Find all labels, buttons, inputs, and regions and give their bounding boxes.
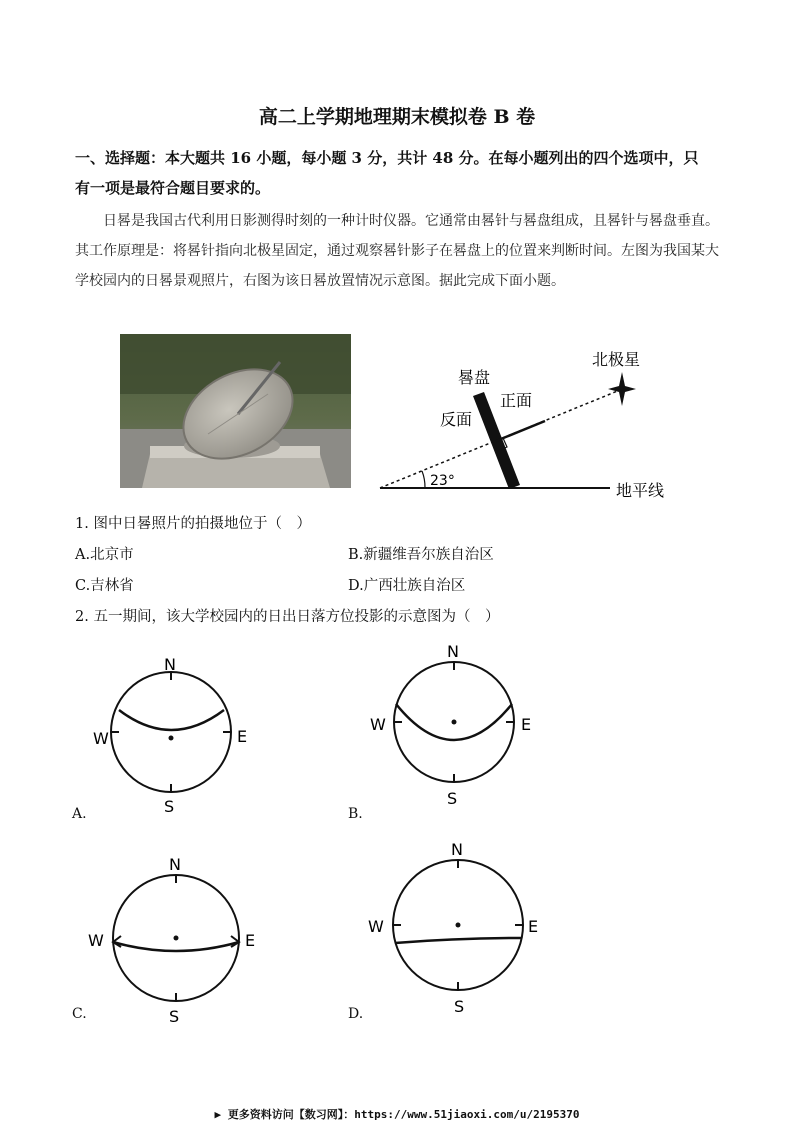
figure-a <box>88 650 268 825</box>
label-front: 正面 <box>500 391 533 410</box>
figure-b <box>368 640 548 815</box>
east-label: E <box>528 917 539 936</box>
footer-link[interactable]: ▶ 更多资料访问【数习网】：https://www.51jiaoxi.com/u/2195370 <box>214 1108 580 1121</box>
east-label: E <box>245 931 256 950</box>
west-label: W <box>93 729 109 748</box>
label-back: 反面 <box>440 410 473 429</box>
q1-option-c[interactable]: C.吉林省 <box>75 578 134 594</box>
q1-option-d[interactable]: D.广西壮族自治区 <box>348 578 466 594</box>
east-label: E <box>237 727 248 746</box>
label-dial: 晷盘 <box>458 368 491 387</box>
sun-path-curve <box>395 938 521 943</box>
west-label: W <box>370 715 386 734</box>
north-label: N <box>169 855 181 874</box>
figure-d-label[interactable]: D. <box>348 1006 364 1022</box>
q1-option-b[interactable]: B.新疆维吾尔族自治区 <box>348 547 494 563</box>
angle-arc <box>422 471 425 488</box>
label-polaris: 北极星 <box>592 350 641 369</box>
q1-stem: 1. 图中日晷照片的拍摄地位于（ ） <box>75 516 311 532</box>
figure-a-label[interactable]: A. <box>72 806 87 822</box>
figure-c-label[interactable]: C. <box>72 1006 87 1022</box>
sundial-diagram <box>370 345 690 505</box>
section-line-1: 一、选择题：本大题共 16 小题，每小题 3 分，共计 48 分。在每小题列出的四个选项中，只 <box>75 149 699 167</box>
north-label: N <box>164 655 176 674</box>
sun-path-curve <box>119 710 224 730</box>
intro-paragraph: 日晷是我国古代利用日影测得时刻的一种计时仪器。它通常由晷针与晷盘组成，且晷针与晷盘垂直。其工作原理是：将晷针指向北极星固定，通过观察晷针影子在晷盘上的位置来判断时间。左图为我国某大学校园内的日晷景观照片，右图为该日晷放置情况示意图。据此完成下面小题。 <box>75 213 719 289</box>
south-label: S <box>454 997 465 1016</box>
figure-b-label[interactable]: B. <box>348 806 363 822</box>
figure-c <box>88 850 268 1025</box>
polaris-star-icon <box>608 372 636 406</box>
sun-path-curve <box>113 942 239 951</box>
north-label: N <box>447 642 459 661</box>
section-heading <box>75 143 725 203</box>
west-label: W <box>368 917 384 936</box>
q1-option-a[interactable]: A.北京市 <box>75 547 134 563</box>
east-label: E <box>521 715 532 734</box>
q2-stem: 2. 五一期间，该大学校园内的日出日落方位投影的示意图为（ ） <box>75 609 500 625</box>
section-line-2: 有一项是最符合题目要求的。 <box>75 179 271 197</box>
label-horizon: 地平线 <box>616 481 665 500</box>
south-label: S <box>164 797 175 816</box>
pedestal <box>142 454 330 488</box>
figure-d <box>368 840 548 1020</box>
label-angle: 23° <box>430 473 455 489</box>
north-label: N <box>451 840 463 859</box>
west-label: W <box>88 931 104 950</box>
south-label: S <box>169 1007 180 1025</box>
sundial-photo <box>120 334 351 488</box>
south-label: S <box>447 789 458 808</box>
page-title: 高二上学期地理期末模拟卷 B 卷 <box>258 106 536 128</box>
